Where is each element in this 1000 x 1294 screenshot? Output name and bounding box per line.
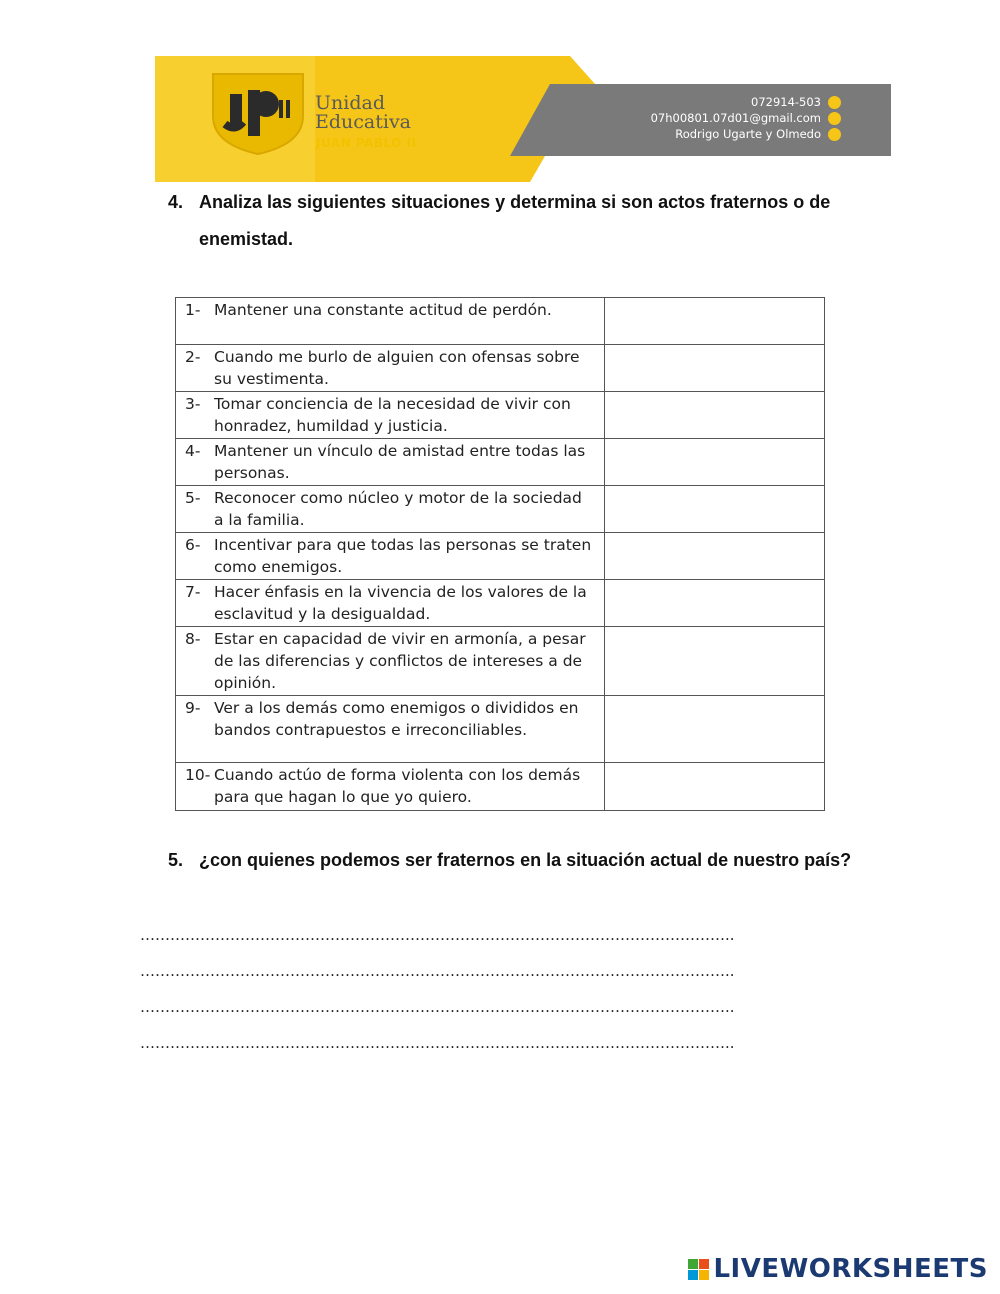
situation-number: 6-: [185, 536, 201, 554]
liveworksheets-logo-icon: [688, 1259, 709, 1280]
table-row: [176, 696, 825, 763]
contact-phone: 072914-503: [751, 95, 821, 109]
table-row: [176, 580, 825, 627]
situation-content: [176, 298, 604, 322]
situation-content: [176, 486, 604, 532]
answer-cell[interactable]: [605, 533, 825, 580]
question-5: [168, 842, 868, 879]
answer-cell[interactable]: [605, 345, 825, 392]
situation-cell: [176, 298, 605, 345]
question-5-text: ¿con quienes podemos ser fraternos en la situación actual de nuestro país?: [199, 850, 852, 870]
answer-cell[interactable]: [605, 627, 825, 696]
situation-number: 9-: [185, 699, 201, 717]
answer-line-3[interactable]: ………………………………………………………………………………………………………..: [140, 998, 735, 1016]
situation-number: 7-: [185, 583, 201, 601]
table-row: [176, 486, 825, 533]
school-name-line2: Educativa: [315, 111, 412, 133]
table-row: [176, 763, 825, 811]
situation-cell: [176, 439, 605, 486]
email-icon: [828, 112, 841, 125]
situation-cell: [176, 580, 605, 627]
situation-content: [176, 696, 604, 742]
situations-table: [175, 297, 825, 811]
answer-line-2[interactable]: ………………………………………………………………………………………………………..: [140, 962, 735, 980]
table-row: [176, 533, 825, 580]
situation-number: 10-: [185, 766, 211, 784]
header-banner: [155, 56, 891, 182]
situation-cell: [176, 627, 605, 696]
table-row: [176, 627, 825, 696]
answer-cell[interactable]: [605, 298, 825, 345]
situation-text: Hacer énfasis en la vivencia de los valores de la esclavitud y la desigualdad.: [214, 583, 587, 623]
contact-email: 07h00801.07d01@gmail.com: [650, 111, 821, 125]
situation-text: Incentivar para que todas las personas se traten como enemigos.: [214, 536, 592, 576]
contact-address: Rodrigo Ugarte y Olmedo: [675, 127, 821, 141]
situation-cell: [176, 486, 605, 533]
situation-text: Cuando actúo de forma violenta con los demás para que hagan lo que yo quiero.: [214, 766, 581, 806]
situations-table-body: [176, 298, 825, 811]
situation-cell: [176, 763, 605, 811]
answer-cell[interactable]: [605, 439, 825, 486]
situation-number: 5-: [185, 489, 201, 507]
school-name: [315, 94, 411, 132]
situation-content: [176, 533, 604, 579]
table-row: [176, 439, 825, 486]
situation-number: 4-: [185, 442, 201, 460]
question-5-number: 5.: [168, 850, 184, 870]
situation-number: 1-: [185, 301, 201, 319]
table-row: [176, 345, 825, 392]
situation-text: Reconocer como núcleo y motor de la sociedad a la familia.: [214, 489, 582, 529]
school-logo-icon: [213, 74, 303, 154]
situation-text: Cuando me burlo de alguien con ofensas sobre su vestimenta.: [214, 348, 580, 388]
situation-number: 2-: [185, 348, 201, 366]
liveworksheets-brand: [688, 1254, 988, 1284]
school-name-line1: Unidad: [315, 92, 385, 114]
situation-number: 3-: [185, 395, 201, 413]
situation-content: [176, 580, 604, 626]
answer-cell[interactable]: [605, 696, 825, 763]
situation-content: [176, 439, 604, 485]
situation-content: [176, 627, 604, 695]
question-4-text: Analiza las siguientes situaciones y determina si son actos fraternos o de enemistad.: [199, 192, 831, 249]
answer-cell[interactable]: [605, 486, 825, 533]
answer-cell[interactable]: [605, 763, 825, 811]
situation-text: Estar en capacidad de vivir en armonía, a pesar de las diferencias y conflictos de intereses a de opinión.: [214, 630, 586, 692]
question-4-number: 4.: [168, 192, 184, 212]
situation-content: [176, 763, 604, 809]
table-row: [176, 392, 825, 439]
situation-text: Mantener un vínculo de amistad entre todas las personas.: [214, 442, 586, 482]
situation-cell: [176, 392, 605, 439]
situation-content: [176, 392, 604, 438]
situation-cell: [176, 696, 605, 763]
liveworksheets-text: LIVEWORKSHEETS: [713, 1254, 988, 1284]
answer-line-1[interactable]: ………………………………………………………………………………………………………..: [140, 926, 735, 944]
situation-cell: [176, 533, 605, 580]
table-row: [176, 298, 825, 345]
question-4: [168, 184, 868, 258]
answer-cell[interactable]: [605, 580, 825, 627]
answer-cell[interactable]: [605, 392, 825, 439]
situation-cell: [176, 345, 605, 392]
situation-text: Ver a los demás como enemigos o divididos en bandos contrapuestos e irreconciliables.: [214, 699, 579, 739]
school-subtitle: JUAN PABLO II: [316, 136, 417, 150]
location-icon: [828, 128, 841, 141]
situation-text: Mantener una constante actitud de perdón.: [214, 301, 552, 319]
phone-icon: [828, 96, 841, 109]
answer-line-4[interactable]: ………………………………………………………………………………………………………..: [140, 1034, 735, 1052]
situation-text: Tomar conciencia de la necesidad de vivir con honradez, humildad y justicia.: [214, 395, 571, 435]
situation-number: 8-: [185, 630, 201, 648]
situation-content: [176, 345, 604, 391]
